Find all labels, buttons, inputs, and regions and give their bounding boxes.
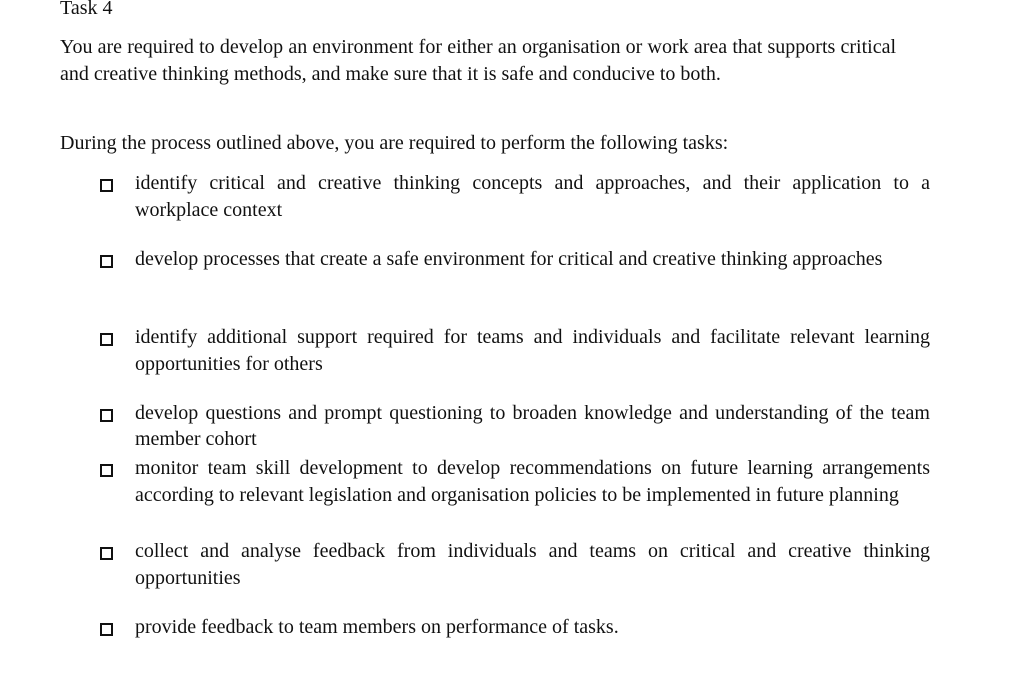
task-item-text: collect and analyse feedback from individuals and teams on critical and creative thinking opportunities (135, 540, 930, 589)
task-list-item (100, 246, 930, 273)
checkbox-icon[interactable] (100, 547, 113, 560)
task-list-item (100, 614, 930, 641)
task-list-item (100, 170, 930, 224)
task-item-text: provide feedback to team members on performance of tasks. (135, 616, 619, 638)
checkbox-icon[interactable] (100, 409, 113, 422)
lead-paragraph: During the process outlined above, you are required to perform the following tasks: (60, 132, 729, 154)
checkbox-icon[interactable] (100, 255, 113, 268)
task-list-item (100, 400, 930, 452)
checkbox-icon[interactable] (100, 623, 113, 636)
task-item-text: develop processes that create a safe environment for critical and creative thinking approaches (135, 248, 883, 270)
task-list-item (100, 455, 930, 508)
task-item-text: identify critical and creative thinking concepts and approaches, and their application to a workplace context (135, 172, 930, 221)
task-item-text: monitor team skill development to develop recommendations on future learning arrangements according to relevant legislation and organisation policies to be implemented in future planning (135, 457, 930, 506)
task-list-item (100, 538, 930, 592)
task-list-item (100, 324, 930, 378)
checkbox-icon[interactable] (100, 464, 113, 477)
checkbox-icon[interactable] (100, 179, 113, 192)
task-item-text: identify additional support required for teams and individuals and facilitate relevant learning opportunities for others (135, 326, 930, 375)
task-title: Task 4 (60, 0, 113, 19)
task-item-text: develop questions and prompt questioning to broaden knowledge and understanding of the team member cohort (135, 402, 930, 450)
checkbox-icon[interactable] (100, 333, 113, 346)
intro-paragraph: You are required to develop an environment for either an organisation or work area that supports critical and creative thinking methods, and make sure that it is safe and conducive to both. (60, 36, 896, 85)
